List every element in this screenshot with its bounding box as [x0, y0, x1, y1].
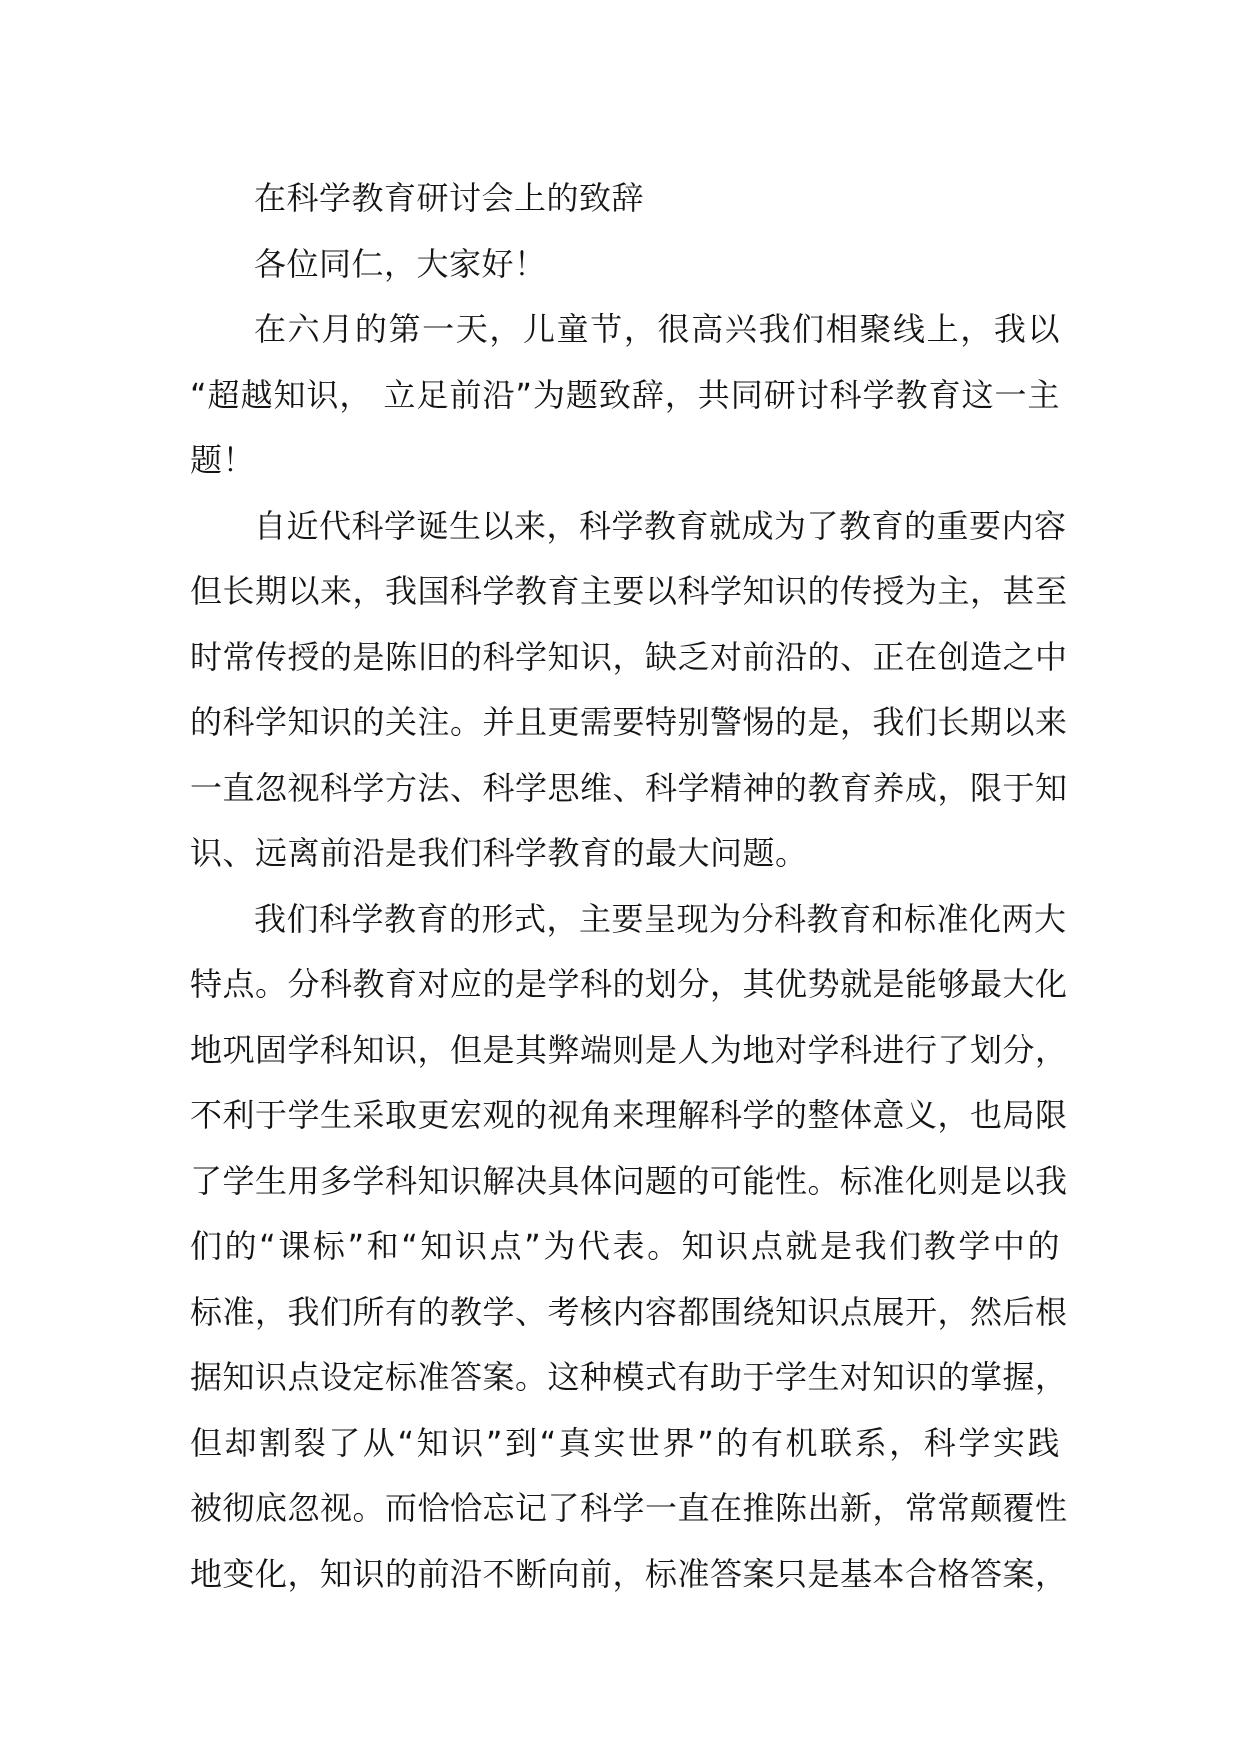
paragraph-line: 一直忽视科学方法、科学思维、科学精神的教育养成，限于知	[190, 768, 1068, 807]
paragraph-line: 时常传授的是陈旧的科学知识，缺乏对前沿的、正在创造之中	[190, 637, 1068, 676]
paragraph-line: 但却割裂了从“知识”到“真实世界”的有机联系，科学实践	[190, 1423, 1060, 1462]
paragraph-line: 地巩固学科知识，但是其弊端则是人为地对学科进行了划分，	[190, 1030, 1068, 1069]
paragraph-line: 题！	[190, 441, 256, 479]
paragraph-line: 特点。分科教育对应的是学科的划分，其优势就是能够最大化	[190, 965, 1068, 1003]
paragraph-line: 了学生用多学科知识解决具体问题的可能性。标准化则是以我	[190, 1161, 1068, 1200]
greeting-line: 各位同仁，大家好！	[254, 244, 547, 283]
paragraph-line: 们的“课标”和“知识点”为代表。知识点就是我们教学中的	[190, 1227, 1060, 1265]
document-body	[190, 166, 1068, 1607]
paragraph-line: 被彻底忽视。而恰恰忘记了科学一直在推陈出新，常常颠覆性	[190, 1489, 1068, 1527]
paragraph-line: 地变化，知识的前沿不断向前，标准答案只是基本合格答案，	[190, 1554, 1068, 1593]
paragraph-line: 据知识点设定标准答案。这种模式有助于学生对知识的掌握，	[190, 1358, 1068, 1396]
paragraph-line: “超越知识， 立足前沿”为题致辞，共同研讨科学教育这一主	[190, 375, 1060, 414]
paragraph-line: 在六月的第一天，儿童节，很高兴我们相聚线上，我以	[254, 310, 1060, 348]
document-title: 在科学教育研讨会上的致辞	[254, 179, 645, 217]
paragraph-line: 我们科学教育的形式，主要呈现为分科教育和标准化两大	[254, 899, 1067, 938]
paragraph-line: 识、远离前沿是我们科学教育的最大问题。	[190, 834, 808, 872]
paragraph-line: 不利于学生采取更宏观的视角来理解科学的整体意义，也局限	[190, 1096, 1068, 1134]
paragraph-line: 的科学知识的关注。并且更需要特别警惕的是，我们长期以来	[190, 703, 1068, 741]
paragraph-line: 标准，我们所有的教学、考核内容都围绕知识点展开，然后根	[190, 1292, 1068, 1331]
paragraph-line: 自近代科学诞生以来，科学教育就成为了教育的重要内容	[254, 506, 1067, 545]
paragraph-line: 但长期以来，我国科学教育主要以科学知识的传授为主，甚至	[190, 572, 1068, 610]
